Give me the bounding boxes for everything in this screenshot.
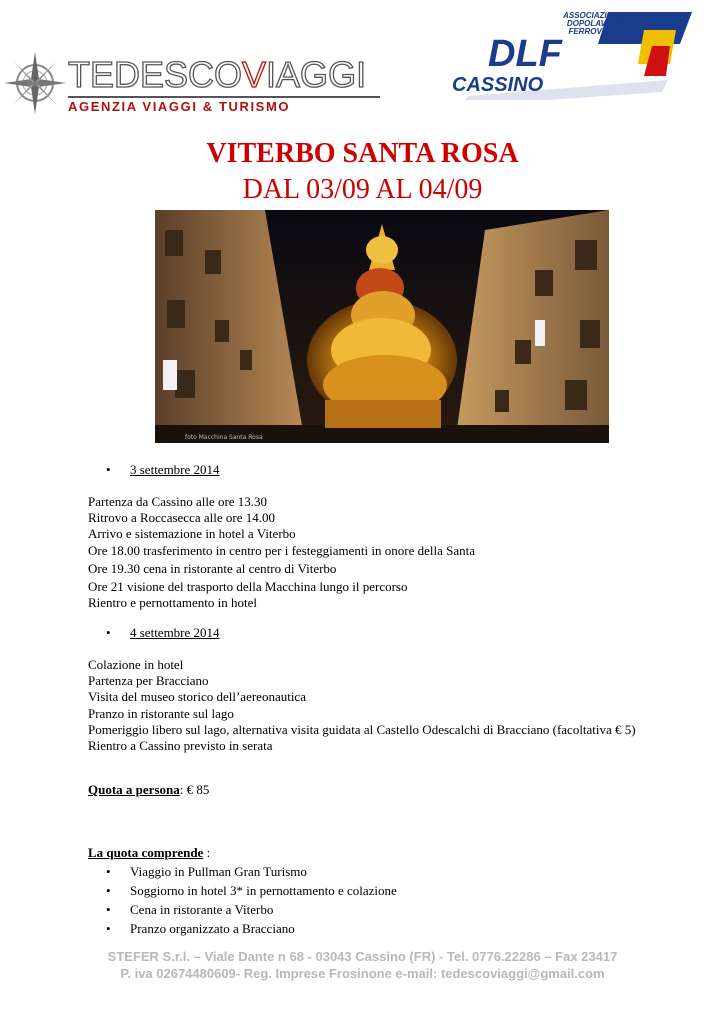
trip-dates: DAL 03/09 AL 04/09 [242, 174, 483, 205]
bullet-icon: • [106, 462, 111, 477]
santa-rosa-photo [155, 210, 609, 443]
day1-heading: • 3 settembre 2014 [106, 462, 220, 477]
includes-item: • Cena in ristorante a Viterbo [106, 902, 274, 917]
includes-item: • Pranzo organizzato a Bracciano [106, 921, 295, 936]
includes-item: • Viaggio in Pullman Gran Turismo [106, 864, 307, 879]
association-name: ASSOCIAZIONE DOPOLAVORO FERROVIARIO [563, 11, 624, 36]
price-value: : € 85 [179, 782, 210, 797]
photo-caption: foto Macchina Santa Rosa [185, 434, 263, 441]
itinerary-line: Partenza per Bracciano [88, 673, 209, 689]
bullet-icon: • [106, 921, 111, 936]
agency-tagline: AGENZIA VIAGGI & TURISMO [68, 96, 380, 116]
itinerary-line: Rientro a Cassino previsto in serata [88, 738, 273, 754]
price-line [88, 782, 209, 798]
itinerary-line: Arrivo e sistemazione in hotel a Viterbo [88, 526, 296, 542]
footer-contacts: P. iva 02674480609- Reg. Imprese Frosinone e-mail: tedescoviaggi@gmail.com [120, 966, 605, 981]
dlf-city: CASSINO [452, 74, 544, 96]
agency-brand-name: TEDESCOVIAGGI [68, 54, 367, 95]
day2-itinerary [88, 657, 636, 754]
macchina-santa-rosa-image [155, 210, 609, 443]
itinerary-line: Pranzo in ristorante sul lago [88, 705, 234, 721]
page-title: VITERBO SANTA ROSA [206, 138, 519, 169]
compass-rose-icon [4, 50, 66, 116]
day2-heading: • 4 settembre 2014 [106, 625, 220, 640]
includes-item: • Soggiorno in hotel 3* in pernottamento e colazione [106, 883, 397, 898]
footer-address: STEFER S.r.l. – Viale Dante n 68 - 03043 Cassino (FR) - Tel. 0776.22286 – Fax 23417 [107, 949, 618, 964]
bullet-icon: • [106, 625, 111, 640]
includes-heading: La quota comprende : [88, 845, 211, 860]
itinerary-line: Pomeriggio libero sul lago, alternativa visita guidata al Castello Odescalchi di Bracciano (facoltativa € 5) [88, 721, 636, 737]
itinerary-line: Ore 18.00 trasferimento in centro per i festeggiamenti in onore della Santa [88, 542, 475, 558]
dlf-logo [448, 6, 698, 100]
agency-logo [4, 44, 384, 124]
price-label: Quota a persona [88, 782, 180, 797]
itinerary-line: Rientro e pernottamento in hotel [88, 595, 257, 611]
itinerary-line: Ore 21 visione del trasporto della Macchina lungo il percorso [88, 579, 408, 595]
itinerary-line: Partenza da Cassino alle ore 13.30 [88, 494, 268, 509]
itinerary-line: Visita del museo storico dell’aereonautica [88, 689, 306, 705]
itinerary-line: Ritrovo a Roccasecca alle ore 14.00 [88, 510, 275, 526]
itinerary-line: Ore 19.30 cena in ristorante al centro di Viterbo [88, 560, 337, 576]
day1-itinerary [88, 494, 475, 611]
bullet-icon: • [106, 902, 111, 917]
dlf-letters: DLF [488, 33, 562, 75]
bullet-icon: • [106, 883, 111, 898]
itinerary-line: Colazione in hotel [88, 657, 184, 672]
bullet-icon: • [106, 864, 111, 879]
